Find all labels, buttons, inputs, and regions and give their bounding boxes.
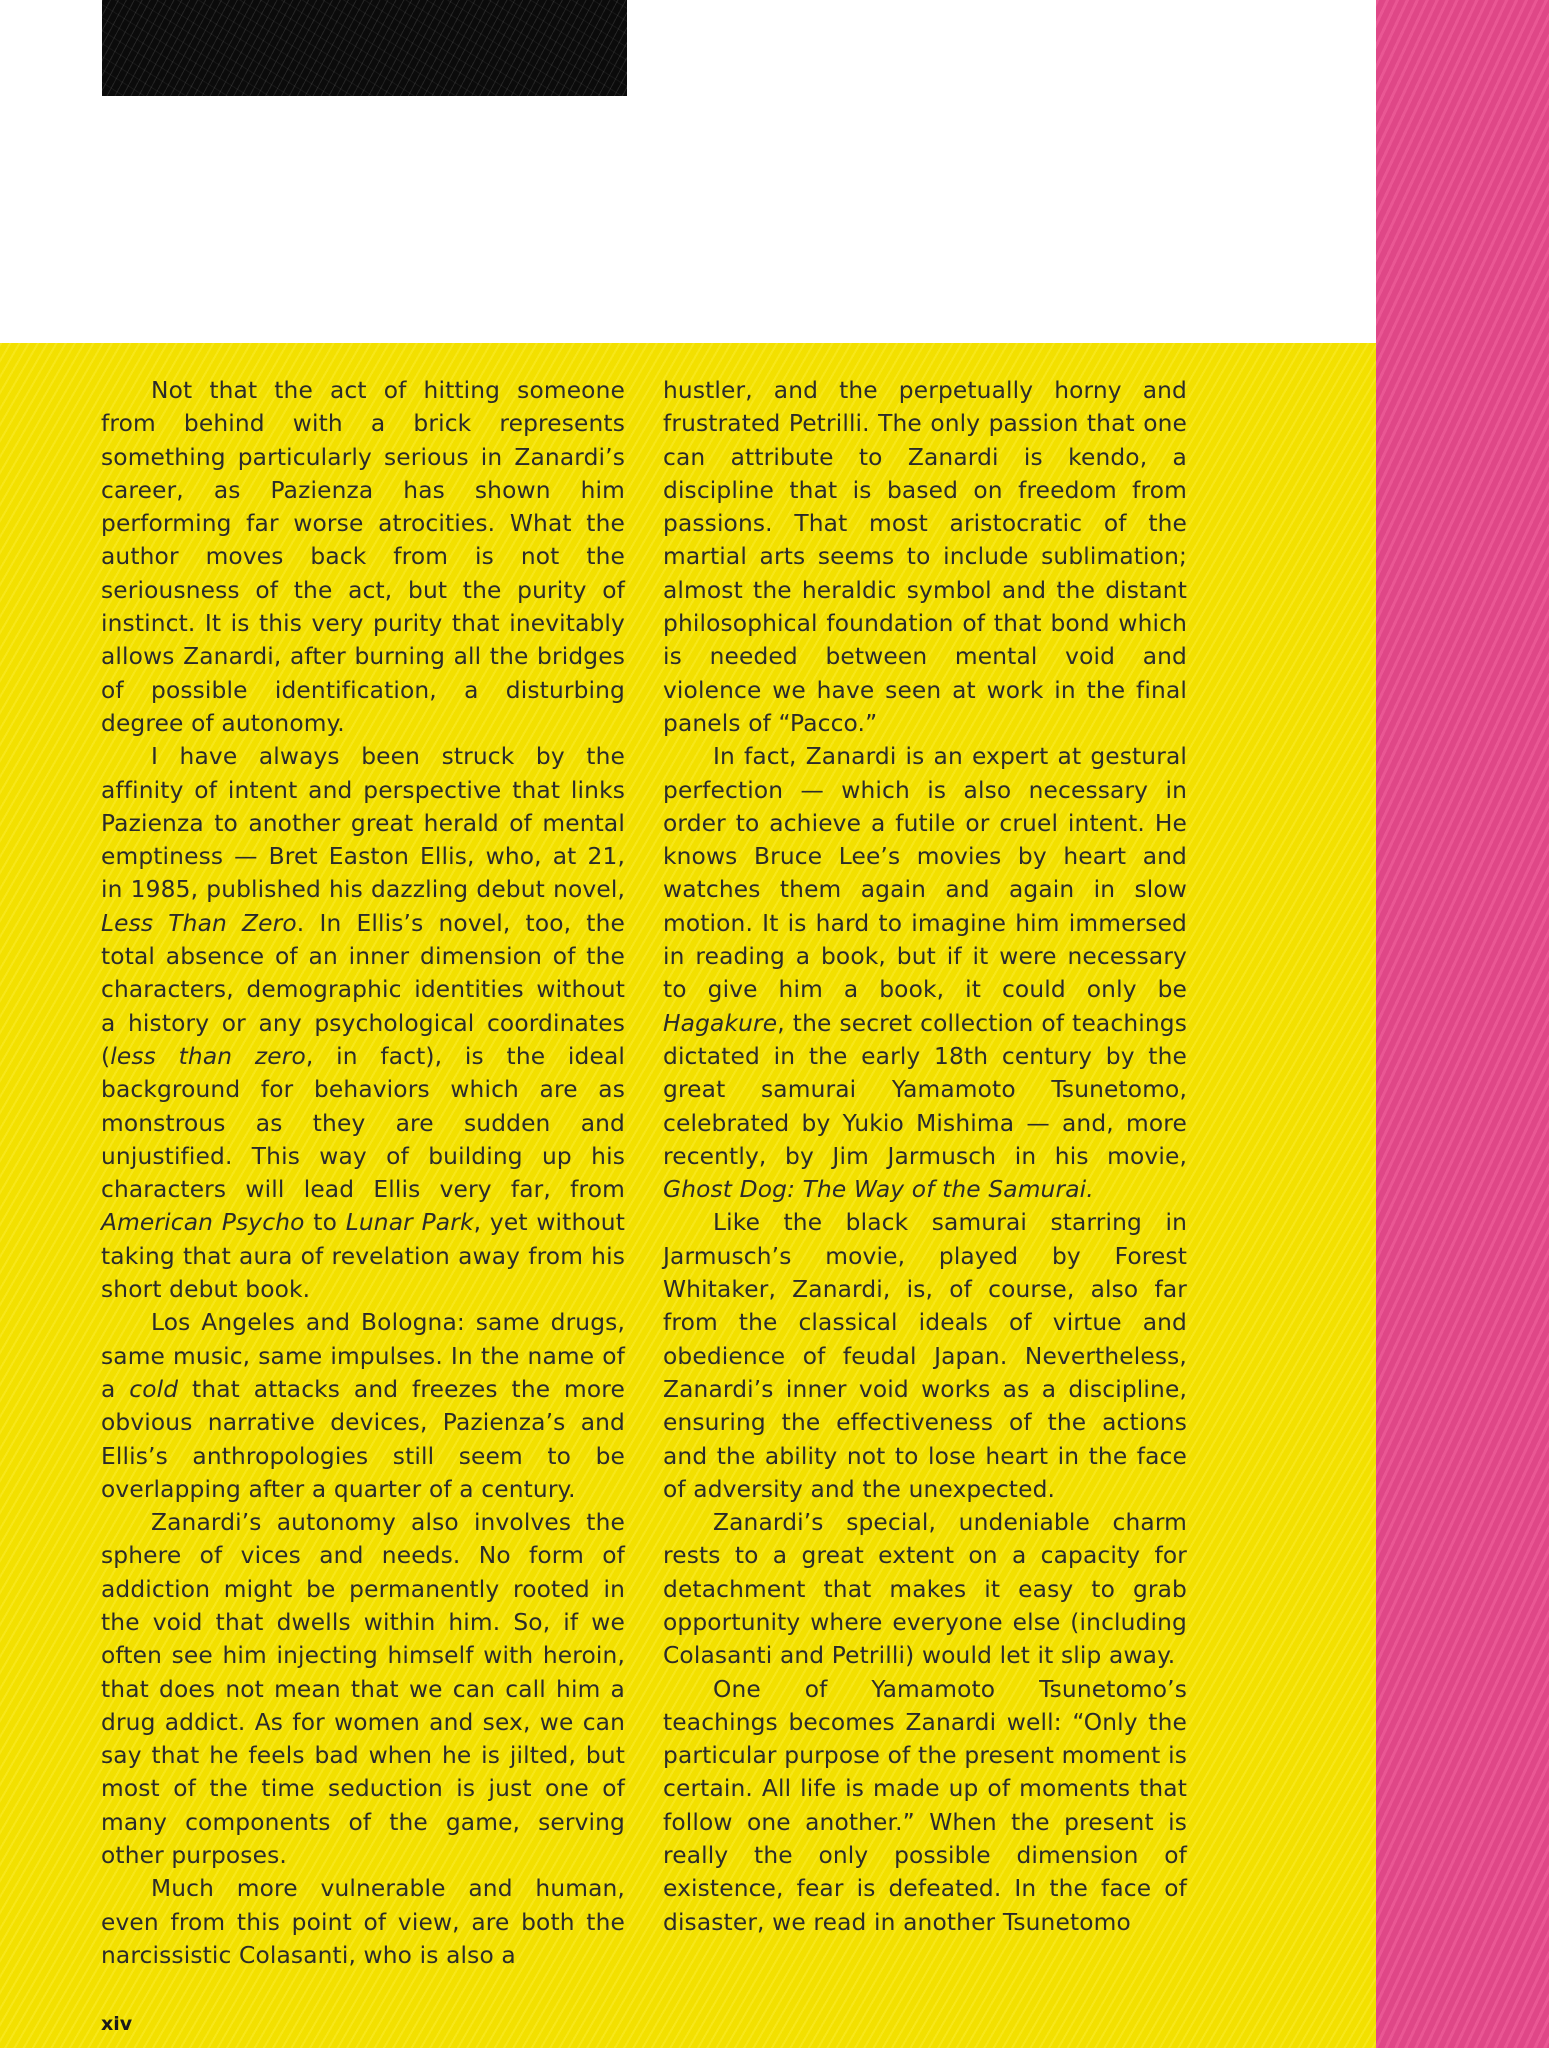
text-span: Zanardi’s autonomy also involves the sphere of vices and needs. No form of addiction might be permanently rooted in the void that dwells within him. So, if we often see him injecting himself with heroin, that does not mean that we can call him a drug addict. As for women and sex, we can say that he feels bad when he is jilted, but most of the time seduction is just one of many components of the game, serving other purposes. — [101, 1509, 625, 1870]
text-span: Much more vulnerable and human, even from this point of view, are both the narcissistic Colasanti, who is also a — [101, 1875, 625, 1969]
italic-title: Less Than Zero — [101, 909, 297, 937]
text-span: Los Angeles and Bologna: same drugs, same music, same impulses. In the name of a — [101, 1309, 625, 1403]
paragraph — [101, 1306, 625, 1506]
italic-phrase: less than zero — [110, 1042, 306, 1070]
left-text-column — [101, 374, 625, 1972]
text-span: , in fact), is the ideal background for behaviors which are as monstrous as they are sudden and unjustified. This way of building up his characters will lead Ellis very far, from — [101, 1042, 626, 1204]
italic-title: Lunar Park — [345, 1209, 474, 1237]
italic-title: Hagakure — [663, 1009, 778, 1037]
italic-title: Ghost Dog: The Way of the Samurai. — [663, 1176, 1094, 1204]
text-span: . In Ellis’s novel, too, the total absence of an inner dimension of the characters, demographic identities without a history or any psychological coordinates ( — [101, 909, 625, 1070]
text-span: Zanardi’s special, undeniable charm rests to a great extent on a capacity for detachment that makes it easy to grab opportunity where everyone else (including Colasanti and Petrilli) would let it slip away. — [663, 1509, 1187, 1670]
black-illustration-fragment — [102, 0, 627, 96]
paragraph — [101, 1506, 625, 1872]
italic-title: American Psycho — [101, 1209, 305, 1237]
text-span: Not that the act of hitting someone from behind with a brick represents something particularly serious in Zanardi’s career, as Pazienza has shown him performing far worse atrocities. What the author moves back from is not the seriousness of the act, but the purity of instinct. It is this very purity that inevitably allows Zanardi, after burning all the bridges of possible identification, a disturbing degree of autonomy. — [101, 377, 625, 737]
paragraph — [101, 740, 625, 1306]
paragraph — [101, 1872, 625, 1972]
text-span: , yet without taking that aura of revelation away from his short debut book. — [101, 1209, 625, 1304]
paragraph — [663, 1206, 1187, 1506]
text-span: I have always been struck by the affinity of intent and perspective that links Pazienza to another great herald of mental emptiness — Bret Easton Ellis, who, at 21, in 1985, published his dazzling debut novel, — [101, 743, 625, 904]
paragraph — [663, 1673, 1187, 1939]
text-span: to — [304, 1209, 346, 1237]
paragraph — [663, 1506, 1187, 1672]
text-span: One of Yamamoto Tsunetomo’s teachings becomes Zanardi well: “Only the particular purpose of the present moment is certain. All life is made up of moments that follow one another.” When the present is really the only possible dimension of existence, fear is defeated. In the face of disaster, we read in another Tsunetomo — [663, 1675, 1187, 1936]
paragraph — [101, 374, 625, 740]
text-span: hustler, and the perpetually horny and frustrated Petrilli. The only passion that one can attribute to Zanardi is kendo, a discipline that is based on freedom from passions. That most aristocratic of the martial arts seems to include sublimation; almost the heraldic symbol and the distant philosophical foundation of that bond which is needed between mental void and violence we have seen at work in the final panels of “Pacco.” — [663, 377, 1187, 737]
paragraph — [663, 740, 1187, 1206]
page-number: xiv — [101, 2013, 133, 2035]
text-span: Like the black samurai starring in Jarmusch’s movie, played by Forest Whitaker, Zanardi, is, of course, also far from the classical ideals of virtue and obedience of feudal Japan. Nevertheless, Zanardi’s inner void works as a discipline, ensuring the effectiveness of the actions and the ability not to lose heart in the face of adversity and the unexpected. — [663, 1209, 1187, 1503]
text-span: , the secret collection of teachings dictated in the early 18th century by the great samurai Yamamoto Tsunetomo, celebrated by Yukio Mishima — and, more recently, by Jim Jarmusch in his movie, — [663, 1009, 1187, 1170]
text-span: In fact, Zanardi is an expert at gestural perfection — which is also necessary in order to achieve a futile or cruel intent. He knows Bruce Lee’s movies by heart and watches them again and again in slow motion. It is hard to imagine him immersed in reading a book, but if it were necessary to give him a book, it could only be — [663, 743, 1187, 1004]
right-text-column — [663, 374, 1187, 1939]
text-span: that attacks and freezes the more obvious narrative devices, Pazienza’s and Ellis’s anthropologies still seem to be overlapping after a quarter of a century. — [101, 1375, 625, 1503]
paragraph-continued — [663, 374, 1187, 740]
italic-phrase: cold — [129, 1375, 179, 1403]
pink-side-stripe — [1376, 0, 1549, 2048]
